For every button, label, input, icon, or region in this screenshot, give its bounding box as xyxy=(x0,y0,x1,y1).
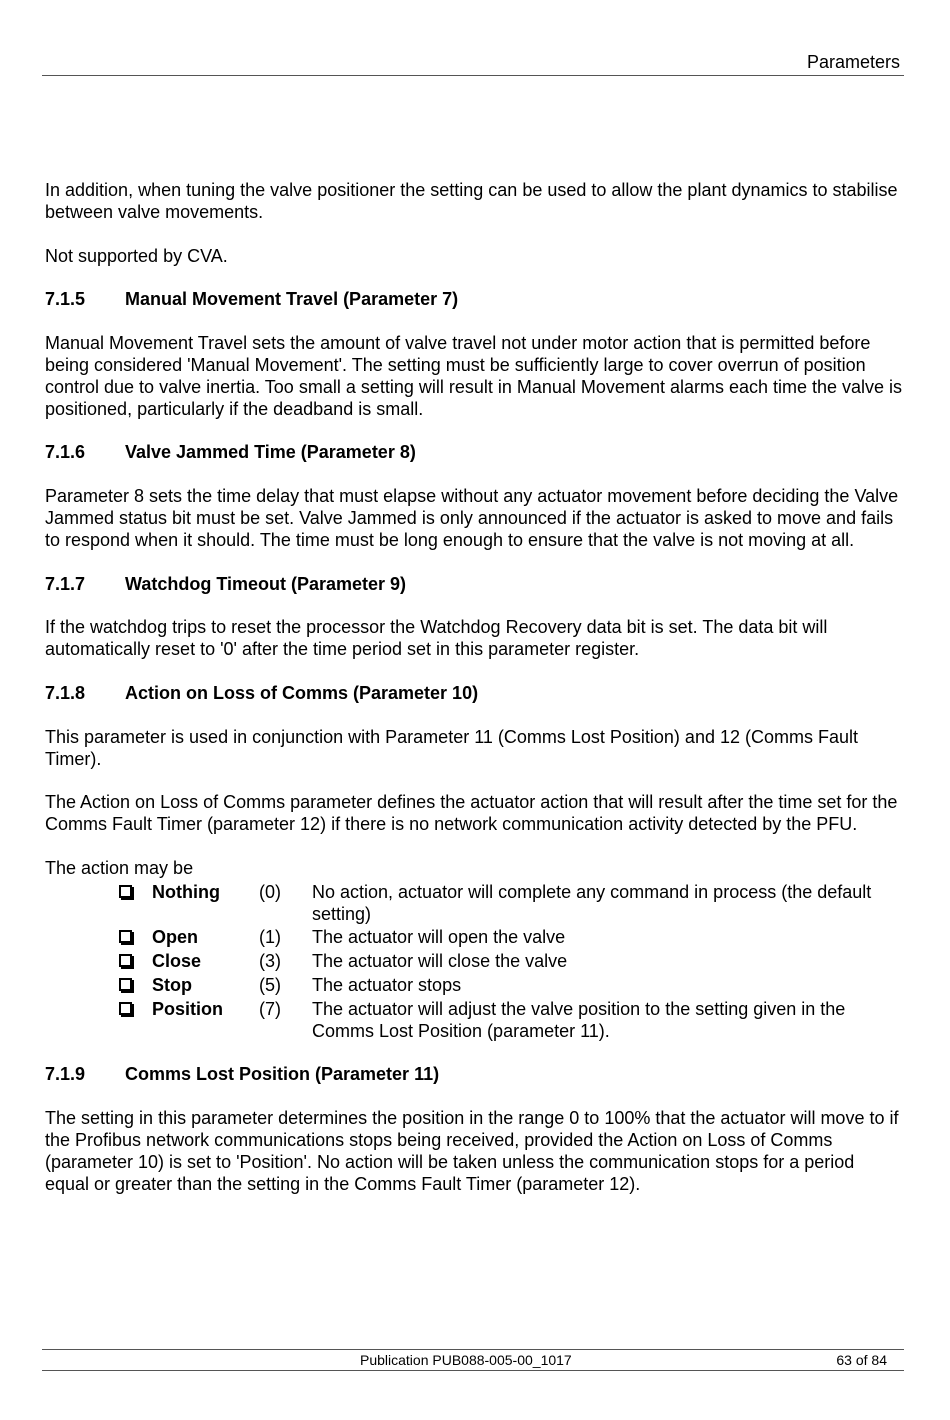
list-item xyxy=(45,882,903,926)
section-title: Watchdog Timeout (Parameter 9) xyxy=(125,573,407,594)
header-rule xyxy=(42,75,904,76)
action-description: No action, actuator will complete any command in process (the default setting) xyxy=(312,881,872,924)
section-body: If the watchdog trips to reset the processor the Watchdog Recovery data bit is set. The data bit will automatically reset to '0' after the time period set in this parameter register. xyxy=(45,617,828,660)
page-header-title: Parameters xyxy=(806,52,900,72)
action-name: Open xyxy=(152,927,199,948)
checkbox-icon xyxy=(119,1002,132,1015)
section-title: Comms Lost Position (Parameter 11) xyxy=(125,1064,440,1085)
section-heading xyxy=(45,683,903,705)
action-description: The actuator will adjust the valve position to the setting given in the Comms Lost Position (parameter 11). xyxy=(312,998,846,1041)
action-code: (3) xyxy=(259,951,281,972)
section-number: 7.1.8 xyxy=(45,682,86,703)
section-heading xyxy=(45,289,903,311)
action-code: (7) xyxy=(259,998,281,1019)
section-title: Manual Movement Travel (Parameter 7) xyxy=(125,289,459,310)
action-list xyxy=(45,882,903,1043)
list-item xyxy=(45,975,903,997)
section-body: The setting in this parameter determines the position in the range 0 to 100% that the actuator will move to if the Profibus network communications stops being received, provided the Action on Loss of Comms (parameter 10) is set to 'Position'. No action will be taken unless the communication stops for a period equal or greater than the setting in the Comms Fault Timer (parameter 12). xyxy=(45,1108,899,1194)
checkbox-icon xyxy=(119,885,132,898)
footer-rule-bottom xyxy=(42,1370,904,1371)
list-item xyxy=(45,951,903,973)
action-code: (0) xyxy=(259,881,281,902)
checkbox-icon xyxy=(119,978,132,991)
page-content xyxy=(45,180,903,1217)
list-item xyxy=(45,927,903,949)
action-code: (1) xyxy=(259,927,281,948)
section-heading xyxy=(45,574,903,596)
section-number: 7.1.7 xyxy=(45,573,86,594)
action-code: (5) xyxy=(259,974,281,995)
section-body: Parameter 8 sets the time delay that must elapse without any actuator movement before deciding the Valve Jammed status bit must be set. Valve Jammed is only announced if the actuator is asked to move and fails to respond when it should. The time must be long enough to ensure that the valve is not moving at all. xyxy=(45,486,899,550)
section-title: Action on Loss of Comms (Parameter 10) xyxy=(125,682,479,703)
footer-publication: Publication PUB088-005-00_1017 xyxy=(360,1352,572,1368)
cva-note: Not supported by CVA. xyxy=(45,245,228,266)
section-body: This parameter is used in conjunction with Parameter 11 (Comms Lost Position) and 12 (Comms Fault Timer). xyxy=(45,726,858,769)
action-name: Stop xyxy=(152,974,192,995)
footer-page-number: 63 of 84 xyxy=(836,1352,887,1368)
section-title: Valve Jammed Time (Parameter 8) xyxy=(125,442,416,463)
footer-rule-top xyxy=(42,1349,904,1350)
action-description: The actuator will open the valve xyxy=(312,927,566,948)
action-name: Close xyxy=(152,951,202,972)
action-description: The actuator stops xyxy=(312,974,462,995)
section-number: 7.1.5 xyxy=(45,289,86,310)
checkbox-icon xyxy=(119,954,132,967)
action-name: Nothing xyxy=(152,881,220,902)
checkbox-icon xyxy=(119,930,132,943)
section-number: 7.1.9 xyxy=(45,1064,86,1085)
section-body: Manual Movement Travel sets the amount of valve travel not under motor action that is permitted before being considered 'Manual Movement'. The setting must be sufficiently large to cover overrun of position control due to valve inertia. Too small a setting will result in Manual Movement alarms each time the valve is positioned, particularly if the deadband is small. xyxy=(45,333,903,419)
intro-paragraph: In addition, when tuning the valve positioner the setting can be used to allow the plant dynamics to stabilise between valve movements. xyxy=(45,180,898,222)
section-body-2: The Action on Loss of Comms parameter defines the actuator action that will result after the time set for the Comms Fault Timer (parameter 12) if there is no network communication activity detected by the PFU. xyxy=(45,792,898,835)
section-heading xyxy=(45,1064,903,1086)
section-heading xyxy=(45,442,903,464)
action-intro: The action may be xyxy=(45,857,194,878)
list-item xyxy=(45,999,903,1043)
action-description: The actuator will close the valve xyxy=(312,951,568,972)
action-name: Position xyxy=(152,998,223,1019)
section-number: 7.1.6 xyxy=(45,442,86,463)
